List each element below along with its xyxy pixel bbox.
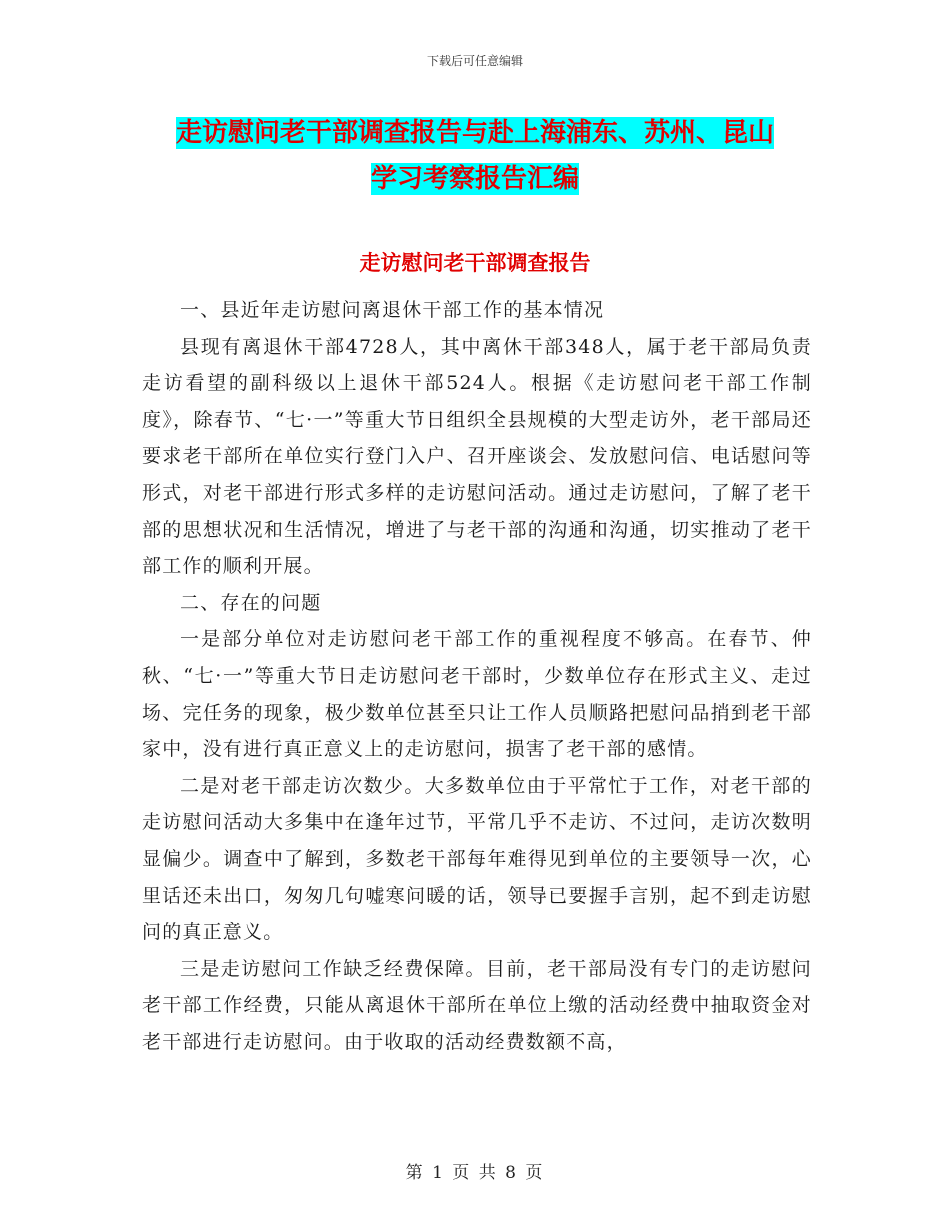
paragraph: 县现有离退休干部4728人，其中离休干部348人，属于老干部局负责走访看望的副科级以上退休干部524人。根据《走访慰问老干部工作制度》，除春节、“七·一”等重大节日组织全县规模的大型走访外，老干部局还要求老干部所在单位实行登门入户、召开座谈会、发放慰问信、电话慰问等形式，对老干部进行形式多样的走访慰问活动。通过走访慰问，了解了老干部的思想状况和生活情况，增进了与老干部的沟通和沟通，切实推动了老干部工作的顺利开展。: [142, 335, 812, 578]
paragraph: 一、县近年走访慰问离退休干部工作的基本情况: [180, 299, 605, 321]
section-title: 走访慰问老干部调查报告: [359, 250, 591, 275]
body-text: [142, 292, 812, 1060]
header-note: 下载后可任意编辑: [426, 54, 523, 68]
document-title: [150, 110, 800, 202]
document-title-line-1: 走访慰问老干部调查报告与赴上海浦东、苏州、昆山: [175, 118, 774, 148]
paragraph: 二、存在的问题: [180, 591, 322, 614]
page-footer: 第 1 页 共 8 页: [405, 1163, 545, 1183]
document-title-line-2: 学习考察报告汇编: [370, 164, 579, 194]
paragraph: 一是部分单位对走访慰问老干部工作的重视程度不够高。在春节、仲秋、“七·一”等重大节日走访慰问老干部时，少数单位存在形式主义、走过场、完任务的现象，极少数单位甚至只让工作人员顺路把慰问品捎到老干部家中，没有进行真正意义上的走访慰问，损害了老干部的感情。: [142, 628, 812, 761]
paragraph: 二是对老干部走访次数少。大多数单位由于平常忙于工作，对老干部的走访慰问活动大多集中在逢年过节，平常几乎不走访、不过问，走访次数明显偏少。调查中了解到，多数老干部每年难得见到单位的主要领导一次，心里话还未出口，匆匆几句嘘寒问暖的话，领导已要握手言别，起不到走访慰问的真正意义。: [142, 774, 812, 944]
paragraph: 三是走访慰问工作缺乏经费保障。目前，老干部局没有专门的走访慰问老干部工作经费，只能从离退休干部所在单位上缴的活动经费中抽取资金对老干部进行走访慰问。由于收取的活动经费数额不高，: [142, 957, 812, 1053]
